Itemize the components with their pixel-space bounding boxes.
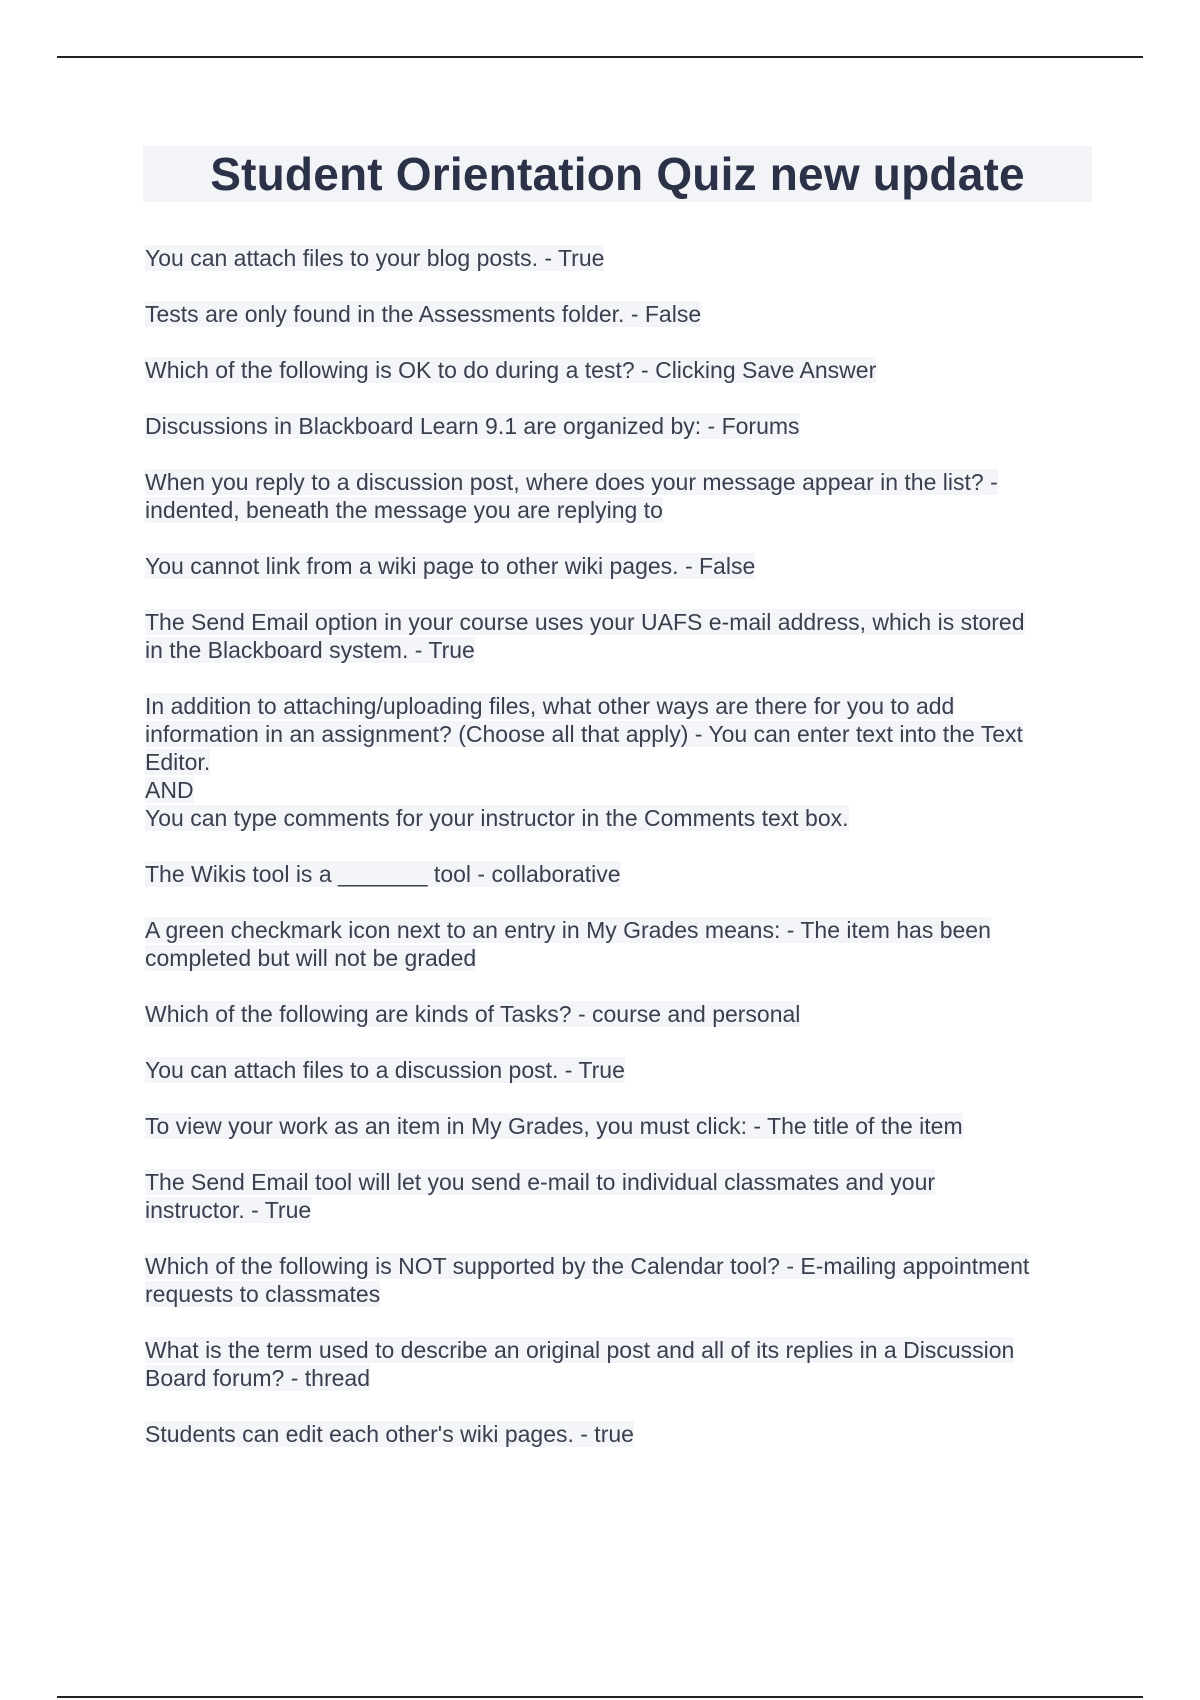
qa-text: You cannot link from a wiki page to other wiki pages. - False <box>145 553 756 579</box>
qa-text: A green checkmark icon next to an entry in My Grades means: - The item has been completed but will not be graded <box>145 917 991 971</box>
qa-item <box>145 300 1085 328</box>
qa-item <box>145 1056 1085 1084</box>
qa-text: What is the term used to describe an original post and all of its replies in a Discussion Board forum? - thread <box>145 1337 1015 1391</box>
qa-item <box>145 244 1085 272</box>
qa-item <box>145 1420 1085 1448</box>
qa-text: Students can edit each other's wiki pages. - true <box>145 1421 634 1447</box>
qa-item <box>145 860 1085 888</box>
qa-text: Tests are only found in the Assessments folder. - False <box>145 301 702 327</box>
qa-text: Discussions in Blackboard Learn 9.1 are organized by: - Forums <box>145 413 800 439</box>
qa-text: To view your work as an item in My Grades, you must click: - The title of the item <box>145 1113 963 1139</box>
title-band <box>143 146 1092 202</box>
qa-text: In addition to attaching/uploading files, what other ways are there for you to add information in an assignment? (Choose all that apply) - You can enter text into the Text Editor. AND You can type comments for your instructor in the Comments text box. <box>145 693 1023 831</box>
qa-text: You can attach files to your blog posts. - True <box>145 245 605 271</box>
qa-item <box>145 412 1085 440</box>
qa-list <box>145 244 1085 1476</box>
qa-item <box>145 692 1085 832</box>
qa-item <box>145 1112 1085 1140</box>
qa-text: Which of the following is OK to do during a test? - Clicking Save Answer <box>145 357 877 383</box>
qa-item <box>145 608 1085 664</box>
qa-text: The Send Email option in your course uses your UAFS e-mail address, which is stored in the Blackboard system. - True <box>145 609 1025 663</box>
bottom-rule <box>57 1696 1143 1698</box>
qa-item <box>145 916 1085 972</box>
qa-text: Which of the following is NOT supported by the Calendar tool? - E-mailing appointment requests to classmates <box>145 1253 1030 1307</box>
qa-item <box>145 1252 1085 1308</box>
qa-text: The Send Email tool will let you send e-mail to individual classmates and your instructor. - True <box>145 1169 936 1223</box>
qa-text: You can attach files to a discussion post. - True <box>145 1057 625 1083</box>
qa-item <box>145 552 1085 580</box>
qa-item <box>145 1168 1085 1224</box>
qa-item <box>145 1000 1085 1028</box>
qa-text: The Wikis tool is a _______ tool - collaborative <box>145 861 621 887</box>
qa-text: Which of the following are kinds of Tasks? - course and personal <box>145 1001 801 1027</box>
top-rule <box>57 56 1143 58</box>
qa-item <box>145 468 1085 524</box>
qa-item <box>145 356 1085 384</box>
qa-text: When you reply to a discussion post, where does your message appear in the list? - indented, beneath the message you are replying to <box>145 469 998 523</box>
qa-item <box>145 1336 1085 1392</box>
page-title: Student Orientation Quiz new update <box>210 148 1025 200</box>
